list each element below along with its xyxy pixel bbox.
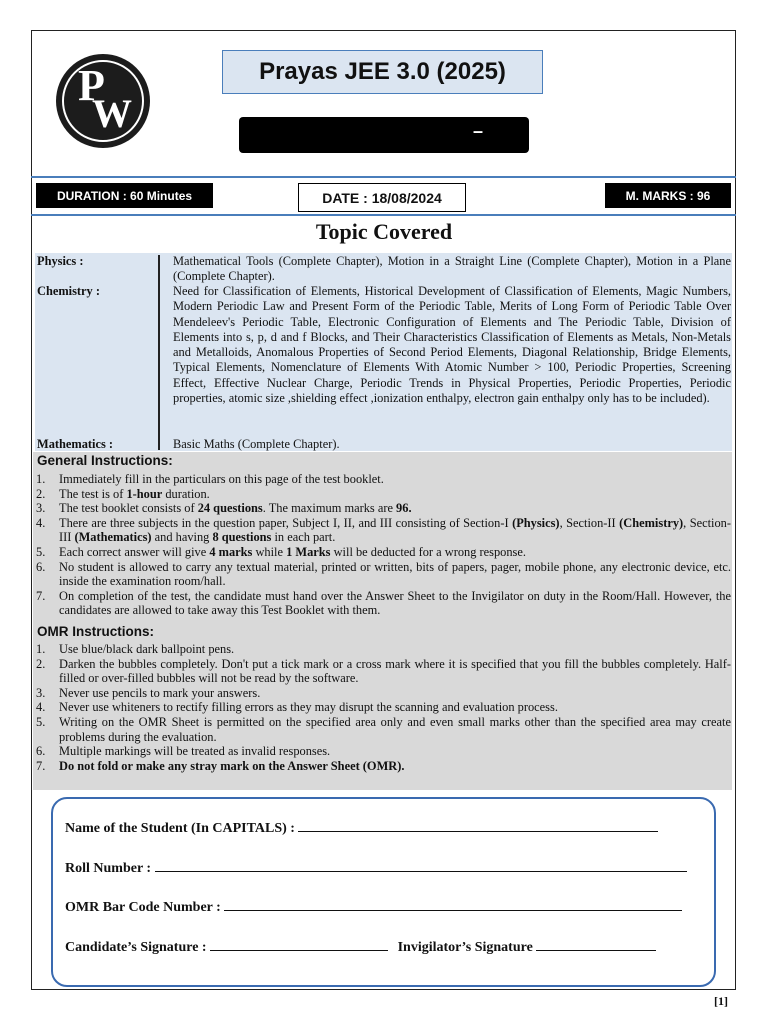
instruction-text: (Chemistry) — [619, 515, 684, 530]
topic-subject: Chemistry : — [37, 284, 100, 298]
instruction-item — [36, 759, 731, 774]
instruction-number: 7. — [36, 758, 46, 773]
instruction-text: No student is allowed to carry any textual material, printed or written, bits of papers, pager, mobile phone, any electronic device, etc. inside the examination room/hall. — [59, 559, 731, 589]
topic-text: Need for Classification of Elements, Historical Development of Classification of Elements, Magic Numbers, Modern Periodic Law and Present Form of the Periodic Table, Merits of Long Form of Periodic Table Over Mendeleev's Periodic Table, Electronic Configuration of Elements and The Periodic Table, Division of Elements into s, p, d and f Blocks, and Their Characteristics Classification of Elements as Metals, Non-Metals and Metalloids, Anomalous Properties of Second Period Elements, Diagonal Relationship, Bridge Elements, Typical Elements, Nomenclature of Elements With Atomic Number > 100, Periodic Properties, Screening Effect, Effective Nuclear Charge, Periodic Trends in Physical Properties, Periodic Properties, Periodic properties, atomic size ,shielding effect ,ionization enthalpy, electron gain enthalpy only has to be included). — [173, 284, 731, 406]
instruction-number: 5. — [36, 544, 46, 559]
instruction-text: , Section-III — [59, 515, 731, 545]
instruction-item — [36, 589, 731, 618]
instruction-number: 2. — [36, 656, 46, 671]
instruction-text: while — [252, 544, 287, 559]
instruction-number: 4. — [36, 515, 46, 530]
invigilator-signature-label: Invigilator’s Signature — [397, 940, 533, 955]
topic-text: Basic Maths (Complete Chapter). — [173, 437, 340, 451]
instruction-text: Darken the bubbles completely. Don't put a tick mark or a cross mark where it is specified that you fill the bubbles completely. Half-filled or over-filled bubbles will not be read by the software. — [59, 656, 731, 686]
topic-text: Mathematical Tools (Complete Chapter), Motion in a Straight Line (Complete Chapter), Motion in a Plane (Complete Chapter). — [173, 254, 731, 284]
candidate-signature-field[interactable] — [210, 938, 388, 951]
instruction-text: There are three subjects in the question paper, Subject I, II, and III consisting of Section-I — [59, 515, 513, 530]
instruction-text: Do not fold or make any stray mark on the Answer Sheet (OMR). — [59, 758, 405, 773]
general-instructions-list — [36, 472, 731, 618]
instruction-item — [36, 744, 731, 759]
instruction-item — [36, 516, 731, 545]
instruction-text: , Section-II — [559, 515, 620, 530]
topics-table — [35, 253, 732, 451]
instruction-text: 4 marks — [209, 544, 253, 559]
instruction-item — [36, 686, 731, 701]
pw-logo — [56, 54, 150, 148]
instruction-item — [36, 545, 731, 560]
instruction-item — [36, 700, 731, 715]
general-instructions-heading: General Instructions: — [37, 453, 173, 468]
instruction-item — [36, 715, 731, 744]
instruction-number: 6. — [36, 744, 46, 759]
invigilator-signature-field[interactable] — [536, 938, 656, 951]
student-name-row — [65, 819, 658, 837]
instruction-text: The test booklet consists of — [59, 501, 198, 516]
topic-subject: Physics : — [37, 254, 84, 268]
omr-barcode-row — [65, 898, 682, 916]
topics-divider — [158, 255, 160, 450]
duration-badge: DURATION : 60 Minutes — [36, 183, 213, 208]
instruction-text: (Physics) — [512, 515, 560, 530]
instruction-number: 3. — [36, 501, 46, 516]
instruction-text: 96. — [396, 501, 412, 516]
instruction-text: Use blue/black dark ballpoint pens. — [59, 642, 235, 656]
instruction-text: and having — [151, 530, 213, 545]
instruction-item — [36, 472, 731, 487]
redacted-bar-dash: – — [473, 121, 484, 141]
candidate-signature-label: Candidate’s Signature : — [65, 940, 207, 955]
roll-number-row — [65, 859, 687, 877]
instruction-number: 2. — [36, 486, 46, 501]
instruction-item — [36, 560, 731, 589]
instruction-text: Never use whiteners to rectify filling errors as they may disrupt the scanning and evaluation process. — [59, 700, 558, 715]
omr-instructions-list — [36, 642, 731, 773]
roll-number-field[interactable] — [155, 859, 687, 872]
instruction-text: Immediately fill in the particulars on this page of the test booklet. — [59, 472, 384, 486]
logo-letter-p: P — [78, 61, 105, 110]
redacted-bar — [239, 117, 529, 153]
instruction-item — [36, 487, 731, 502]
instruction-text: 24 questions — [197, 501, 263, 516]
instruction-text: in each part. — [271, 530, 336, 545]
instruction-text: The test is of — [59, 486, 127, 501]
topic-subject: Mathematics : — [37, 437, 114, 451]
header-rule-bottom — [31, 214, 736, 216]
topics-heading: Topic Covered — [315, 219, 453, 244]
omr-barcode-field[interactable] — [224, 898, 682, 911]
instruction-text: On completion of the test, the candidate must hand over the Answer Sheet to the Invigilator on duty in the Room/Hall. However, the candidates are allowed to take away this Test Booklet with them. — [59, 588, 731, 618]
instruction-number: 3. — [36, 685, 46, 700]
page-number: [1] — [714, 994, 728, 1008]
instruction-text: (Mathematics) — [74, 530, 152, 545]
instruction-number: 6. — [36, 559, 46, 574]
instruction-number: 5. — [36, 714, 46, 729]
logo-letter-w: W — [92, 91, 132, 136]
instruction-item — [36, 501, 731, 516]
instruction-text: Writing on the OMR Sheet is permitted on the specified area only and even small marks other than the specified area may create problems during the evaluation. — [59, 714, 731, 744]
instruction-text: . The maximum marks are — [262, 501, 397, 516]
instruction-text: Multiple markings will be treated as invalid responses. — [59, 744, 331, 759]
instruction-text: duration. — [162, 486, 210, 501]
instruction-item — [36, 657, 731, 686]
instruction-text: 8 questions — [212, 530, 272, 545]
exam-title: Prayas JEE 3.0 (2025) — [222, 50, 543, 94]
instruction-text: 1-hour — [126, 486, 163, 501]
student-name-label: Name of the Student (In CAPITALS) : — [65, 821, 295, 836]
omr-instructions-heading: OMR Instructions: — [37, 624, 154, 639]
max-marks-badge: M. MARKS : 96 — [605, 183, 731, 208]
instruction-text: Each correct answer will give — [59, 544, 210, 559]
header-rule-top — [31, 176, 736, 178]
student-name-field[interactable] — [298, 819, 658, 832]
instruction-number: 4. — [36, 700, 46, 715]
instruction-number: 7. — [36, 588, 46, 603]
signature-row — [65, 938, 656, 956]
roll-number-label: Roll Number : — [65, 861, 152, 876]
instruction-number: 1. — [36, 472, 46, 486]
instruction-text: Never use pencils to mark your answers. — [59, 685, 261, 700]
instruction-number: 1. — [36, 642, 46, 656]
omr-barcode-label: OMR Bar Code Number : — [65, 900, 221, 915]
date-box: DATE : 18/08/2024 — [298, 183, 466, 212]
instruction-text: 1 Marks — [286, 544, 331, 559]
instruction-item — [36, 642, 731, 657]
instruction-text: will be deducted for a wrong response. — [330, 544, 526, 559]
